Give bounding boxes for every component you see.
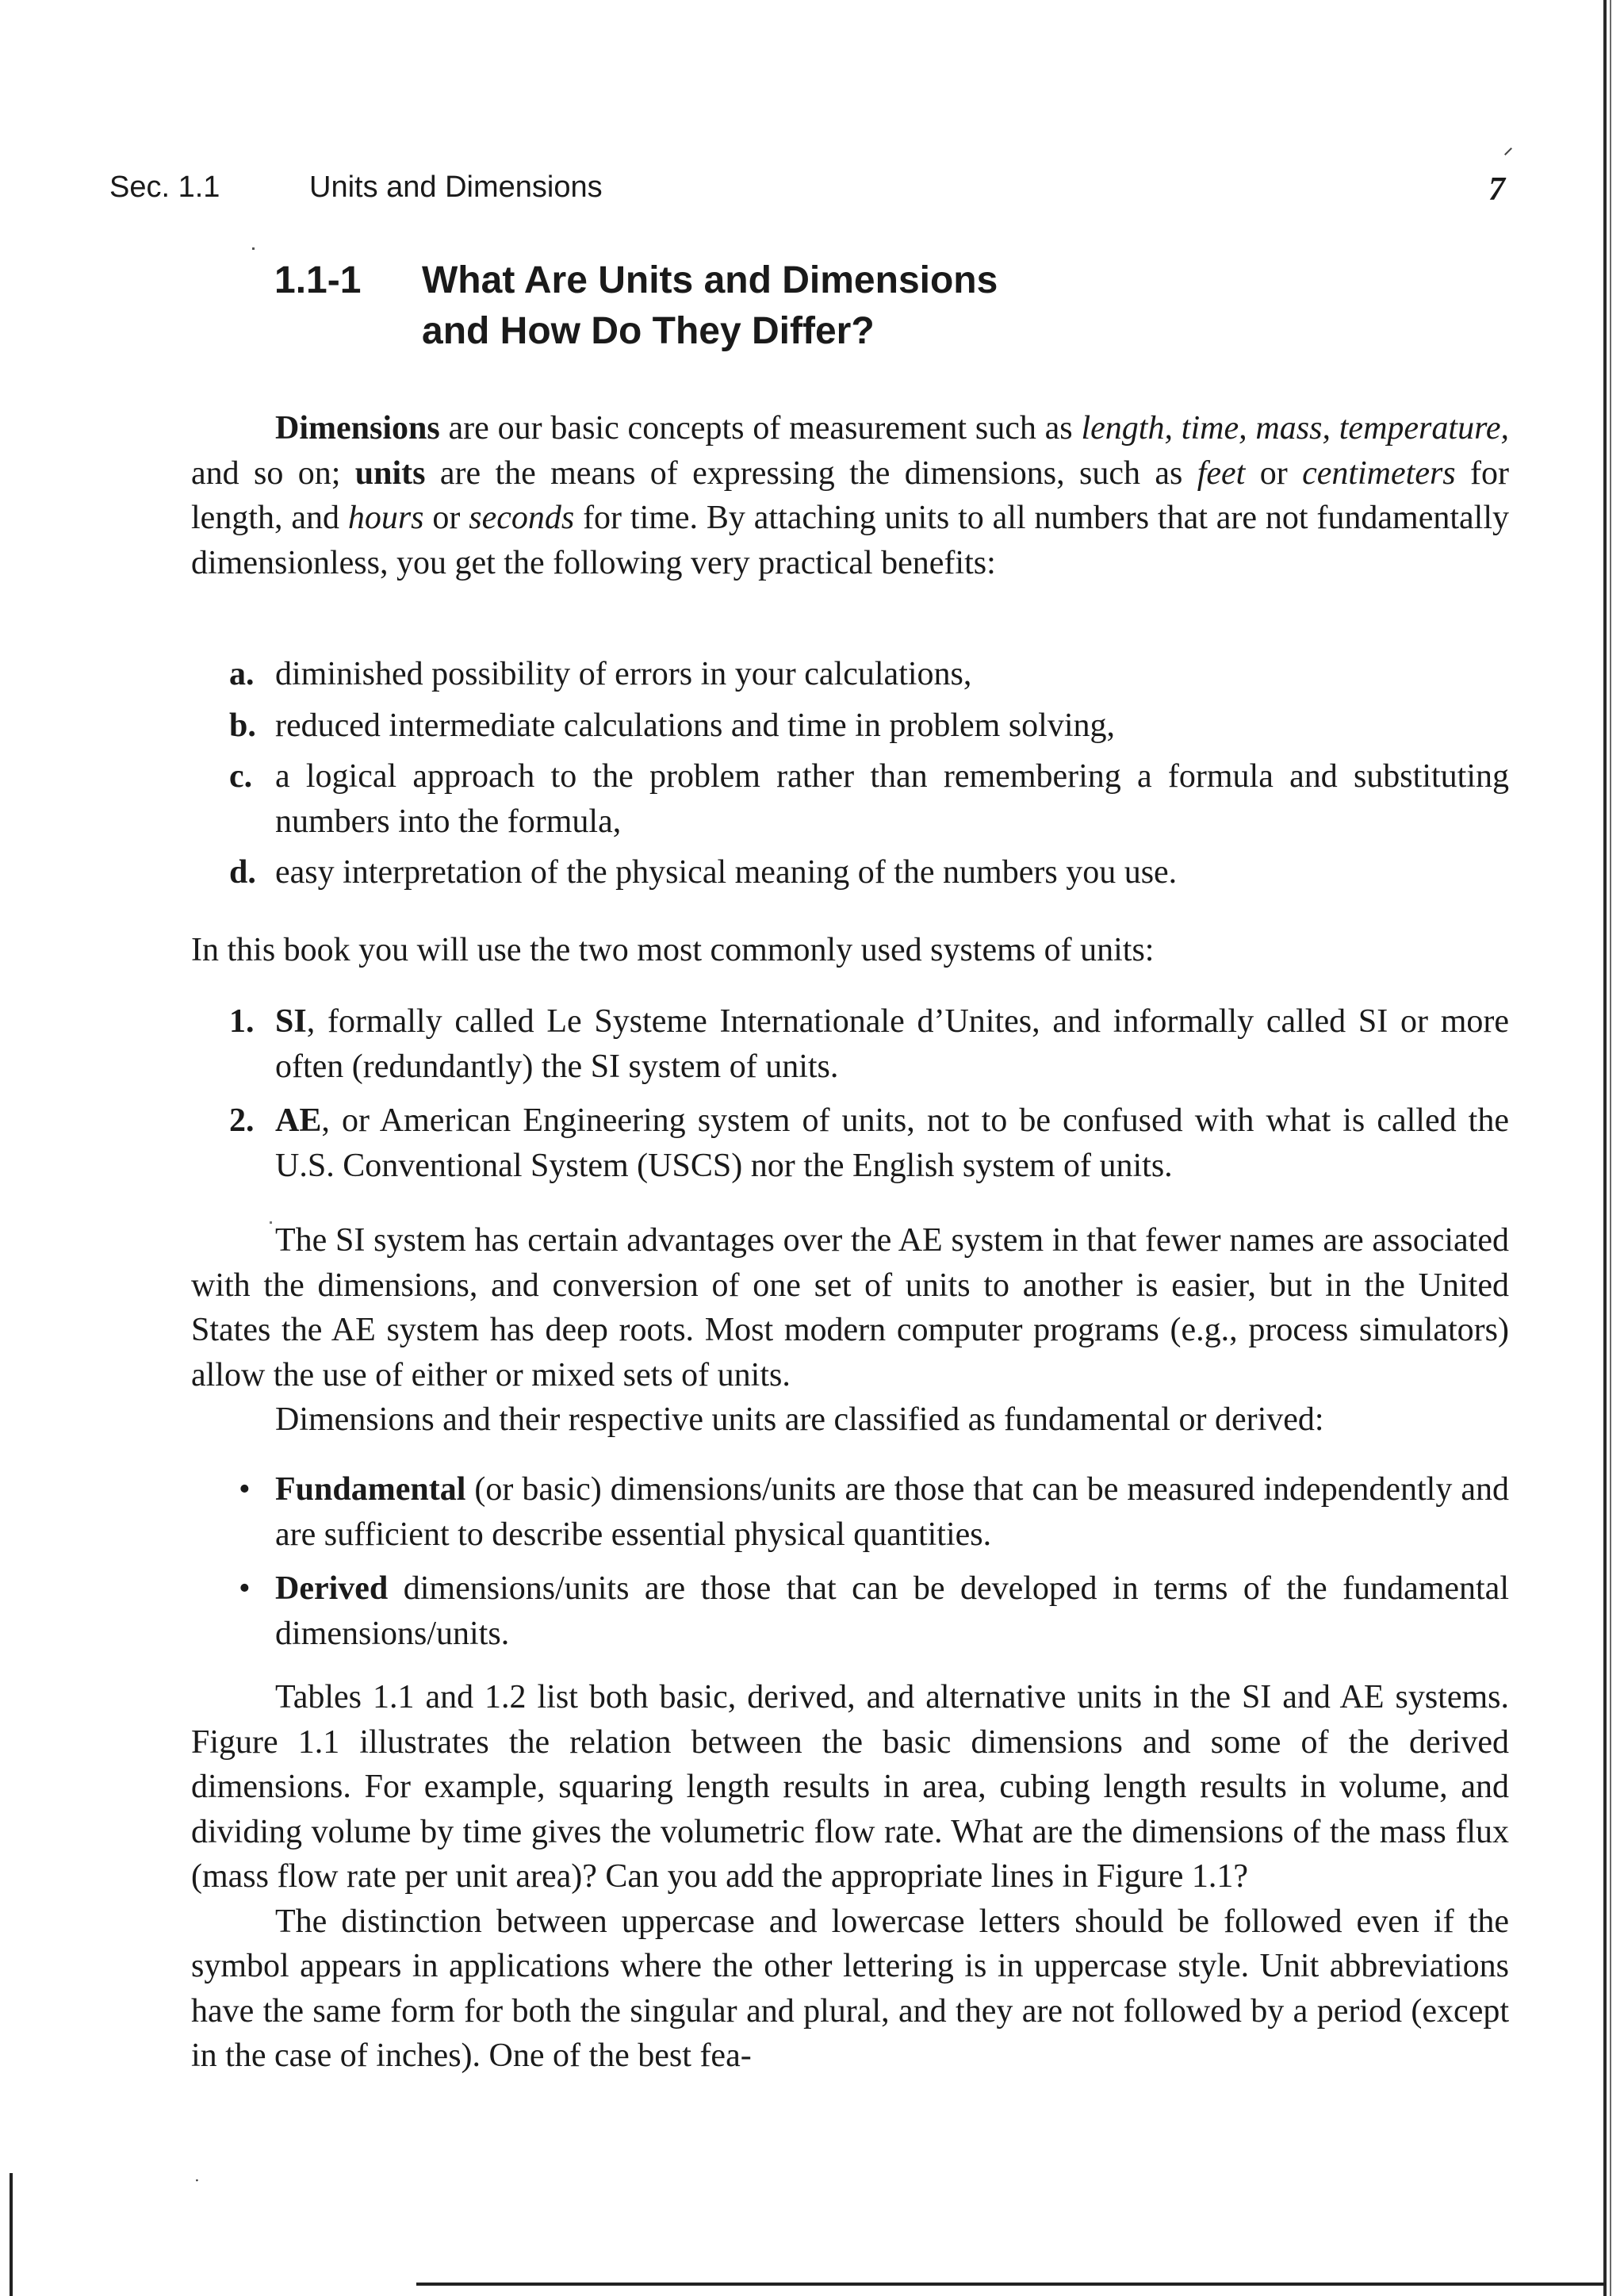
list-item-text: (or basic) dimensions/units are those that can be measured independently and are sufficient to describe essential physical quantities. <box>275 1471 1509 1553</box>
italic-run: length, time, mass, temperature, <box>1081 410 1509 447</box>
tables-paragraph <box>191 1675 1509 2079</box>
term-dimensions: Dimensions <box>275 410 440 447</box>
term-derived: Derived <box>275 1570 389 1607</box>
list-item <box>191 703 1509 749</box>
term-si: SI <box>275 1003 307 1040</box>
list-item-text: diminished possibility of errors in your calculations, <box>275 656 972 692</box>
bullet-marker: • <box>239 1471 251 1508</box>
scan-dot <box>252 247 255 250</box>
list-item <box>191 1566 1509 1656</box>
italic-run: centimeters <box>1302 454 1456 492</box>
bullet-marker: • <box>239 1570 251 1607</box>
text-run: or <box>423 500 469 536</box>
text-run: and so on; <box>191 454 355 492</box>
section-title <box>422 255 1453 357</box>
section-title-line: and How Do They Differ? <box>422 310 875 352</box>
italic-run: feet <box>1197 454 1246 492</box>
paragraph-text: The SI system has certain advantages over the AE system in that fewer names are associated with the dimensions, and conversion of one set of units to another is easier, but in the United States the AE system has deep roots. Most modern computer programs (e.g., process simulators) allow the use of either or mixed sets of units. <box>191 1222 1509 1393</box>
systems-intro-paragraph <box>191 928 1509 973</box>
intro-paragraph <box>191 406 1509 585</box>
running-head <box>109 171 1505 210</box>
list-item <box>191 999 1509 1089</box>
section-number: 1.1-1 <box>274 259 362 301</box>
paragraph-text: Tables 1.1 and 1.2 list both basic, derived, and alternative units in the SI and AE systems. Figure 1.1 illustrates the relation between the basic dimensions and some of the derived dimensions. For example, squaring length results in area, cubing length results in volume, and dividing volume by time gives the volumetric flow rate. What are the dimensions of the mass flux (mass flow rate per unit area)? Can you add the appropriate lines in Figure 1.1? <box>191 1679 1509 1895</box>
paragraph-text: The distinction between uppercase and lowercase letters should be followed even if the symbol appears in applications where the other lettering is in uppercase style. Unit abbreviations have the same form for both the singular and plural, and they are not followed by a period (except in the case of inches). One of the best fea- <box>191 1903 1509 2074</box>
page-edge-bottom <box>416 2283 1606 2286</box>
text-run: or <box>1245 454 1303 492</box>
scan-speck: ⋅ <box>194 2172 200 2190</box>
list-marker: d. <box>229 854 256 891</box>
benefits-list <box>191 652 1509 895</box>
list-marker: 2. <box>229 1102 255 1139</box>
list-item <box>191 652 1509 697</box>
paragraph-text: In this book you will use the two most commonly used systems of units: <box>191 932 1155 968</box>
list-item <box>191 1098 1509 1188</box>
list-marker: a. <box>229 656 255 692</box>
list-item <box>191 754 1509 844</box>
term-units: units <box>354 454 426 492</box>
paragraph-text: Dimensions and their respective units are classified as fundamental or derived: <box>275 1401 1324 1438</box>
list-item-text: , or American Engineering system of units, not to be confused with what is called the U.S. Conventional System (USCS) nor the English system of units. <box>275 1102 1509 1184</box>
page-edge-left <box>10 2173 13 2296</box>
text-run: for time. By attaching units to all numbers that are not fundamentally dimensionless, you get the following very practical benefits: <box>191 500 1509 581</box>
list-marker: c. <box>229 758 253 795</box>
text-run: are the means of expressing the dimensions, such as <box>425 454 1197 492</box>
text-run: for length, and <box>191 454 1509 536</box>
list-marker: b. <box>229 707 256 744</box>
si-paragraph <box>191 1218 1509 1443</box>
list-marker: 1. <box>229 1003 255 1040</box>
list-item-text: easy interpretation of the physical meaning of the numbers you use. <box>275 854 1178 891</box>
running-head-title: Units and Dimensions <box>309 171 603 204</box>
page-number: 7 <box>1488 171 1505 208</box>
page-edge-right-shadow <box>1610 0 1611 2296</box>
list-item <box>191 850 1509 895</box>
text-run: are our basic concepts of measurement such as <box>439 410 1082 447</box>
list-item <box>191 1467 1509 1557</box>
list-item-text: reduced intermediate calculations and time in problem solving, <box>275 707 1116 744</box>
page-edge-right <box>1603 0 1607 2296</box>
term-ae: AE <box>275 1102 322 1139</box>
italic-run: seconds <box>469 500 575 536</box>
classes-list <box>191 1467 1509 1656</box>
italic-run: hours <box>347 500 424 536</box>
list-item-text: a logical approach to the problem rather than remembering a formula and substituting numbers into the formula, <box>275 758 1509 840</box>
scan-mark <box>1504 148 1512 155</box>
systems-list <box>191 999 1509 1188</box>
list-item-text: , formally called Le Systeme Internationale d’Unites, and informally called SI or more often (redundantly) the SI system of units. <box>275 1003 1509 1085</box>
running-head-section: Sec. 1.1 <box>109 171 220 204</box>
list-item-text: dimensions/units are those that can be developed in terms of the fundamental dimensions/units. <box>275 1570 1509 1652</box>
section-title-line: What Are Units and Dimensions <box>422 259 998 301</box>
term-fundamental: Fundamental <box>275 1471 466 1508</box>
